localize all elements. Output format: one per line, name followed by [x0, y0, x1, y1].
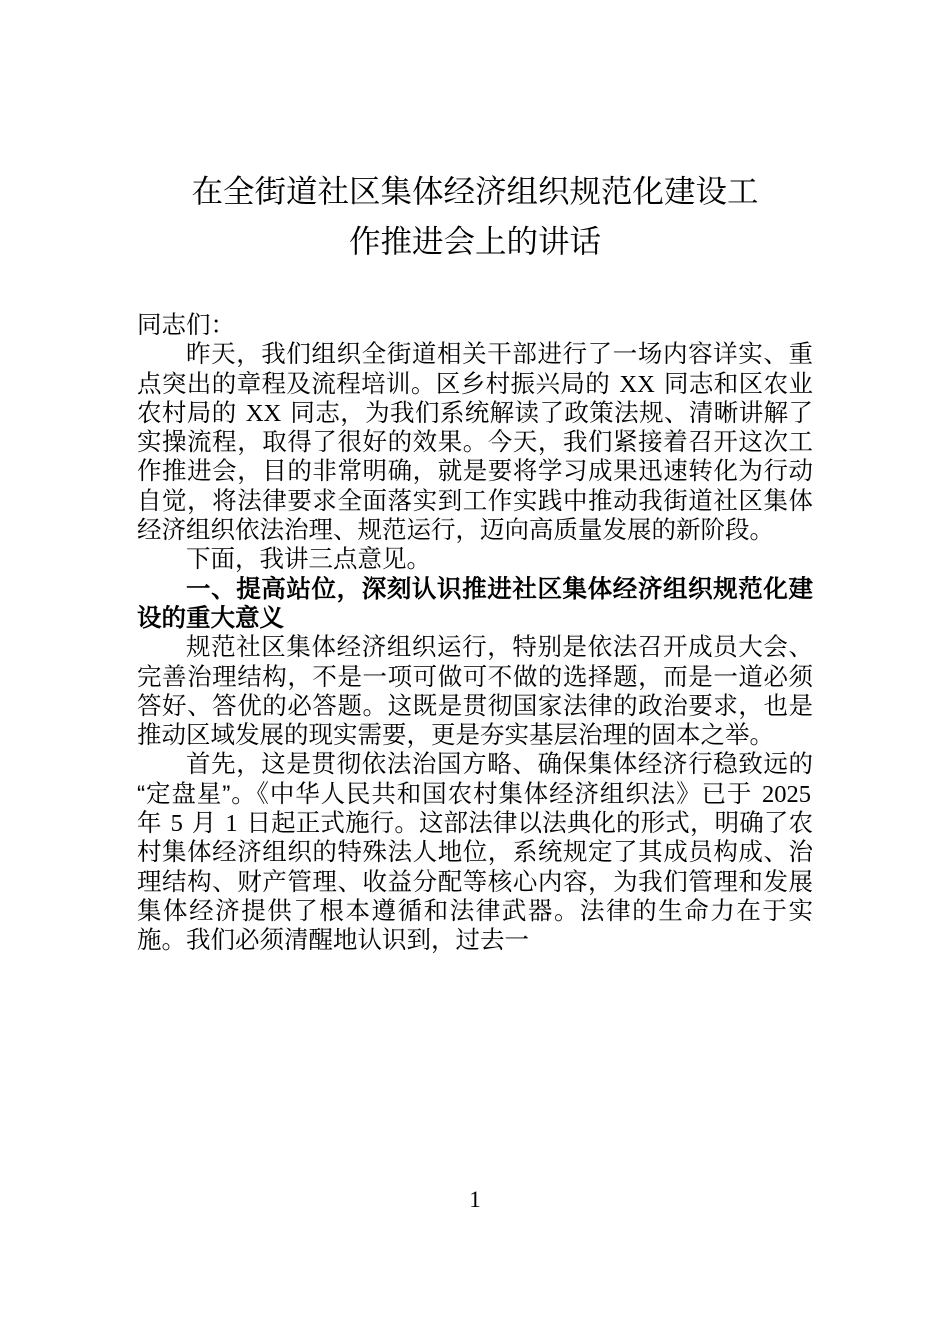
latin-run: 1 [225, 810, 238, 838]
salutation: 同志们： [137, 312, 235, 339]
page-title [137, 0, 813, 266]
paragraph-1: 昨天，我们组织全街道相关干部进行了一场内容详实、重点突出的章程及流程培训。区乡村振兴局的 XX 同志和区农业农村局的 XX 同志，为我们系统解读了政策法规、清晰讲解了实操流程，取得了很好的效果。今天，我们紧接着召开这次工作推进会，目的非常明确，就是要将学习成果迅速转化为行动自觉，将法律要求全面落实到工作实践中推动我街道社区集体经济组织依法治理、规范运行，迈向高质量发展的新阶段。 [137, 341, 813, 545]
paragraph-3: 规范社区集体经济组织运行，特别是依法召开成员大会、完善治理结构，不是一项可做可不做的选择题，而是一道必须答好、答优的必答题。这既是贯彻国家法律的政治要求，也是推动区域发展的现实需要，更是夯实基层治理的固本之举。 [137, 634, 813, 750]
paragraph-2: 下面，我讲三点意见。 [186, 546, 431, 574]
page-title-line-2: 作推进会上的讲话 [348, 223, 601, 259]
latin-run: 2025 [762, 780, 811, 808]
document-body [137, 0, 813, 956]
latin-run: XX [619, 370, 655, 398]
latin-run: 5 [170, 810, 183, 838]
paragraph-4: 首先，这是贯彻依法治国方略、确保集体经济行稳致远的“定盘星”。《中华人民共和国农村集体经济组织法》已于 2025 年 5 月 1 日起正式施行。这部法律以法典化的形式，明确了农村集体经济组织的特殊法人地位，系统规定了其成员构成、治理结构、财产管理、收益分配等核心内容，为我们管理和发展集体经济提供了根本遵循和法律武器。法律的生命力在于实施。我们必须清醒地认识到，过去一 [137, 751, 813, 955]
page-title-line-1: 在全街道社区集体经济组织规范化建设工 [191, 173, 759, 209]
section-heading-1: 一、提高站位，深刻认识推进社区集体经济组织规范化建设的重大意义 [137, 575, 813, 632]
latin-run: XX [245, 399, 282, 427]
page-number: 1 [469, 1187, 481, 1212]
